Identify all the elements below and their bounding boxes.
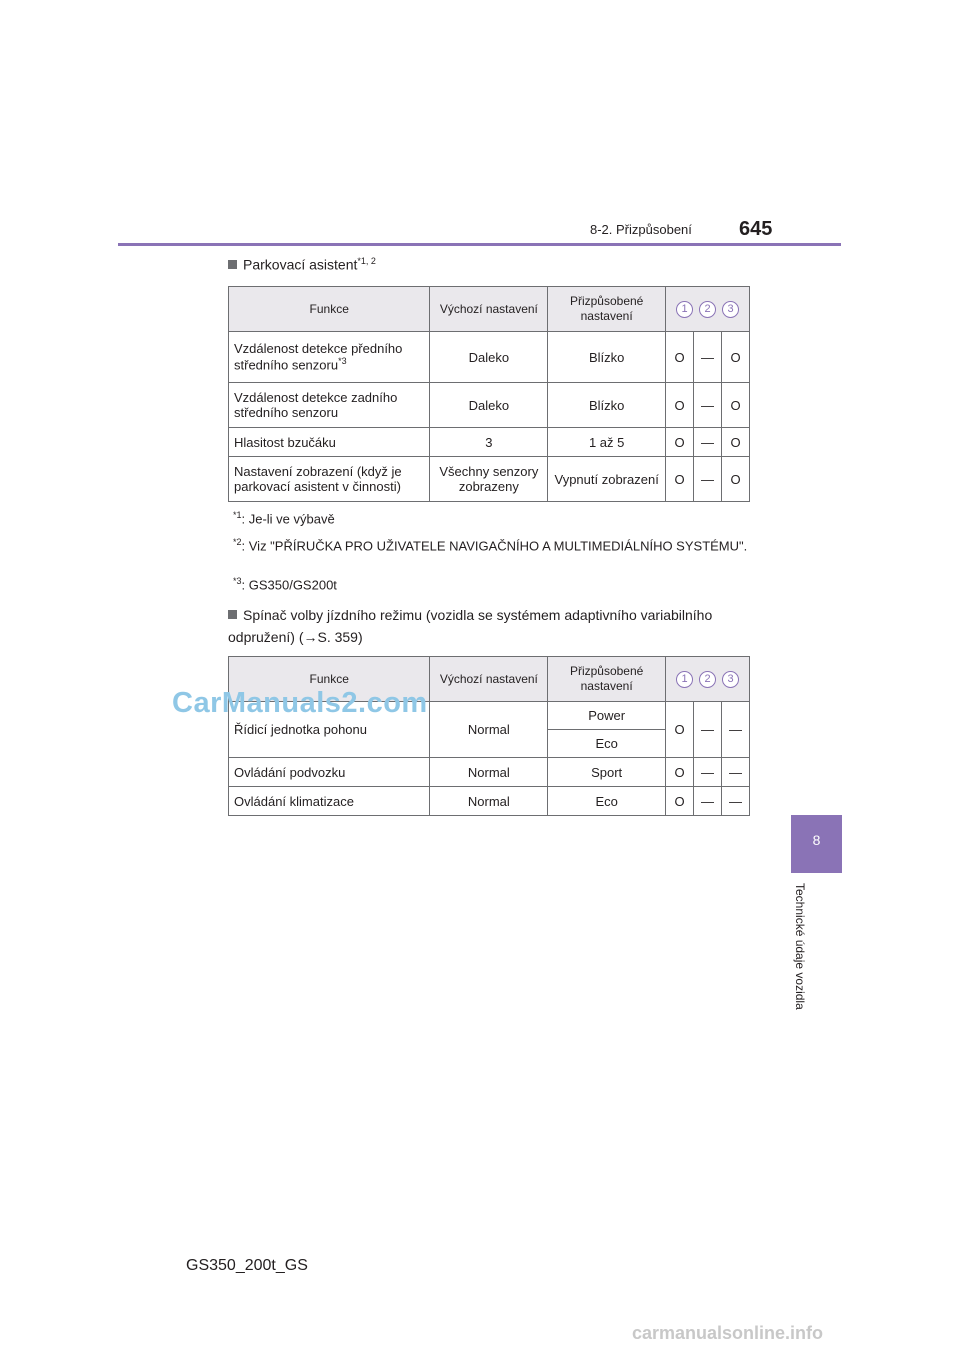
cell-function: Ovládání podvozku [229, 758, 430, 787]
cell-default: Daleko [430, 383, 548, 428]
chapter-tab: 8 [791, 815, 842, 873]
col-header-modes [666, 287, 750, 332]
chapter-label: Technické údaje vozidla [793, 883, 807, 1010]
col-header-custom: Přizpůsobené nastavení [548, 287, 666, 332]
cell-mode-3: O [722, 457, 750, 502]
section-title: 8-2. Přizpůsobení [590, 222, 692, 237]
cell-default: Normal [430, 758, 548, 787]
footnote-2: $^{*2}$: Viz "PŘÍRUČKA PRO UŽIVATELE NAVIGAČNÍHO A MULTIMEDIÁLNÍHO SYSTÉMU". [233, 537, 748, 554]
cell-default: Normal [430, 702, 548, 758]
mode-1-icon: 1 [676, 671, 693, 688]
table-row [229, 383, 750, 428]
table-row [229, 332, 750, 383]
cell-mode-2: — [694, 787, 722, 816]
cell-custom: 1 až 5 [548, 428, 666, 457]
col-header-modes [666, 657, 750, 702]
cell-mode-3: O [722, 332, 750, 383]
cell-mode-1: O [666, 702, 694, 758]
cell-custom: Eco [548, 787, 666, 816]
cell-function: Řídicí jednotka pohonu [229, 702, 430, 758]
heading-text: Spínač volby jízdního režimu (vozidla se systémem adaptivního variabilního odpružení) (→S. 359) [228, 607, 713, 645]
square-bullet-icon [228, 610, 237, 619]
heading-footnote-mark: *1, 2 [357, 256, 376, 266]
cell-mode-1: O [666, 758, 694, 787]
header-divider [118, 243, 841, 246]
mode-3-icon: 3 [722, 301, 739, 318]
cell-mode-3: — [721, 758, 749, 787]
mode-2-icon: 2 [699, 301, 716, 318]
mode-1-icon: 1 [676, 301, 693, 318]
cell-mode-1: O [666, 428, 694, 457]
square-bullet-icon [228, 260, 237, 269]
cell-mode-2: — [694, 758, 722, 787]
watermark-carmanualsonline: carmanualsonline.info [632, 1323, 824, 1343]
table-row [229, 787, 750, 816]
footnote-1: $^{*1}$: Je-li ve výbavě [233, 510, 335, 527]
cell-mode-3: O [722, 383, 750, 428]
cell-mode-1: O [666, 332, 694, 383]
section-heading-parking [228, 256, 376, 273]
cell-mode-3: O [722, 428, 750, 457]
cell-mode-1: O [666, 457, 694, 502]
mode-3-icon: 3 [722, 671, 739, 688]
table-header-row [229, 287, 750, 332]
cell-default: Všechny senzory zobrazeny [430, 457, 548, 502]
cell-default: Normal [430, 787, 548, 816]
cell-mode-1: O [666, 383, 694, 428]
col-header-default: Výchozí nastavení [430, 287, 548, 332]
cell-function: Nastavení zobrazení (když je parkovací asistent v činnosti) [229, 457, 430, 502]
drive-mode-table [228, 656, 750, 816]
cell-custom: Blízko [548, 332, 666, 383]
cell-mode-1: O [666, 787, 694, 816]
watermark-carmanuals2: CarManuals2.com [172, 687, 428, 719]
cell-mode-3: — [721, 702, 749, 758]
cell-function: Hlasitost bzučáku [229, 428, 430, 457]
cell-default: 3 [430, 428, 548, 457]
col-header-function: Funkce [229, 657, 430, 702]
cell-custom: Vypnutí zobrazení [548, 457, 666, 502]
col-header-function: Funkce [229, 287, 430, 332]
cell-mode-2: — [694, 702, 722, 758]
page-number: 645 [739, 218, 773, 240]
cell-mode-2: — [694, 383, 722, 428]
cell-mode-2: — [694, 428, 722, 457]
cell-custom: Blízko [548, 383, 666, 428]
cell-function: Vzdálenost detekce předního středního senzoru$^{*3}$ [229, 332, 430, 383]
cell-default: Daleko [430, 332, 548, 383]
cell-mode-2: — [694, 332, 722, 383]
heading-text: Parkovací asistent [243, 256, 358, 273]
cell-custom: Power [548, 702, 666, 730]
cell-function: Vzdálenost detekce zadního středního senzoru [229, 383, 430, 428]
cell-custom: Eco [548, 730, 666, 758]
parking-assist-table [228, 286, 750, 502]
footnote-3: $^{*3}$: GS350/GS200t [233, 576, 337, 593]
table-row [229, 758, 750, 787]
col-header-default: Výchozí nastavení [430, 657, 548, 702]
mode-2-icon: 2 [699, 671, 716, 688]
footer-model-code: GS350_200t_GS [186, 1257, 308, 1274]
table-row [229, 457, 750, 502]
col-header-custom: Přizpůsobené nastavení [548, 657, 666, 702]
table-row [229, 428, 750, 457]
cell-mode-3: — [721, 787, 749, 816]
section-heading-drive-mode [228, 604, 750, 648]
cell-custom: Sport [548, 758, 666, 787]
cell-function: Ovládání klimatizace [229, 787, 430, 816]
cell-mode-2: — [694, 457, 722, 502]
